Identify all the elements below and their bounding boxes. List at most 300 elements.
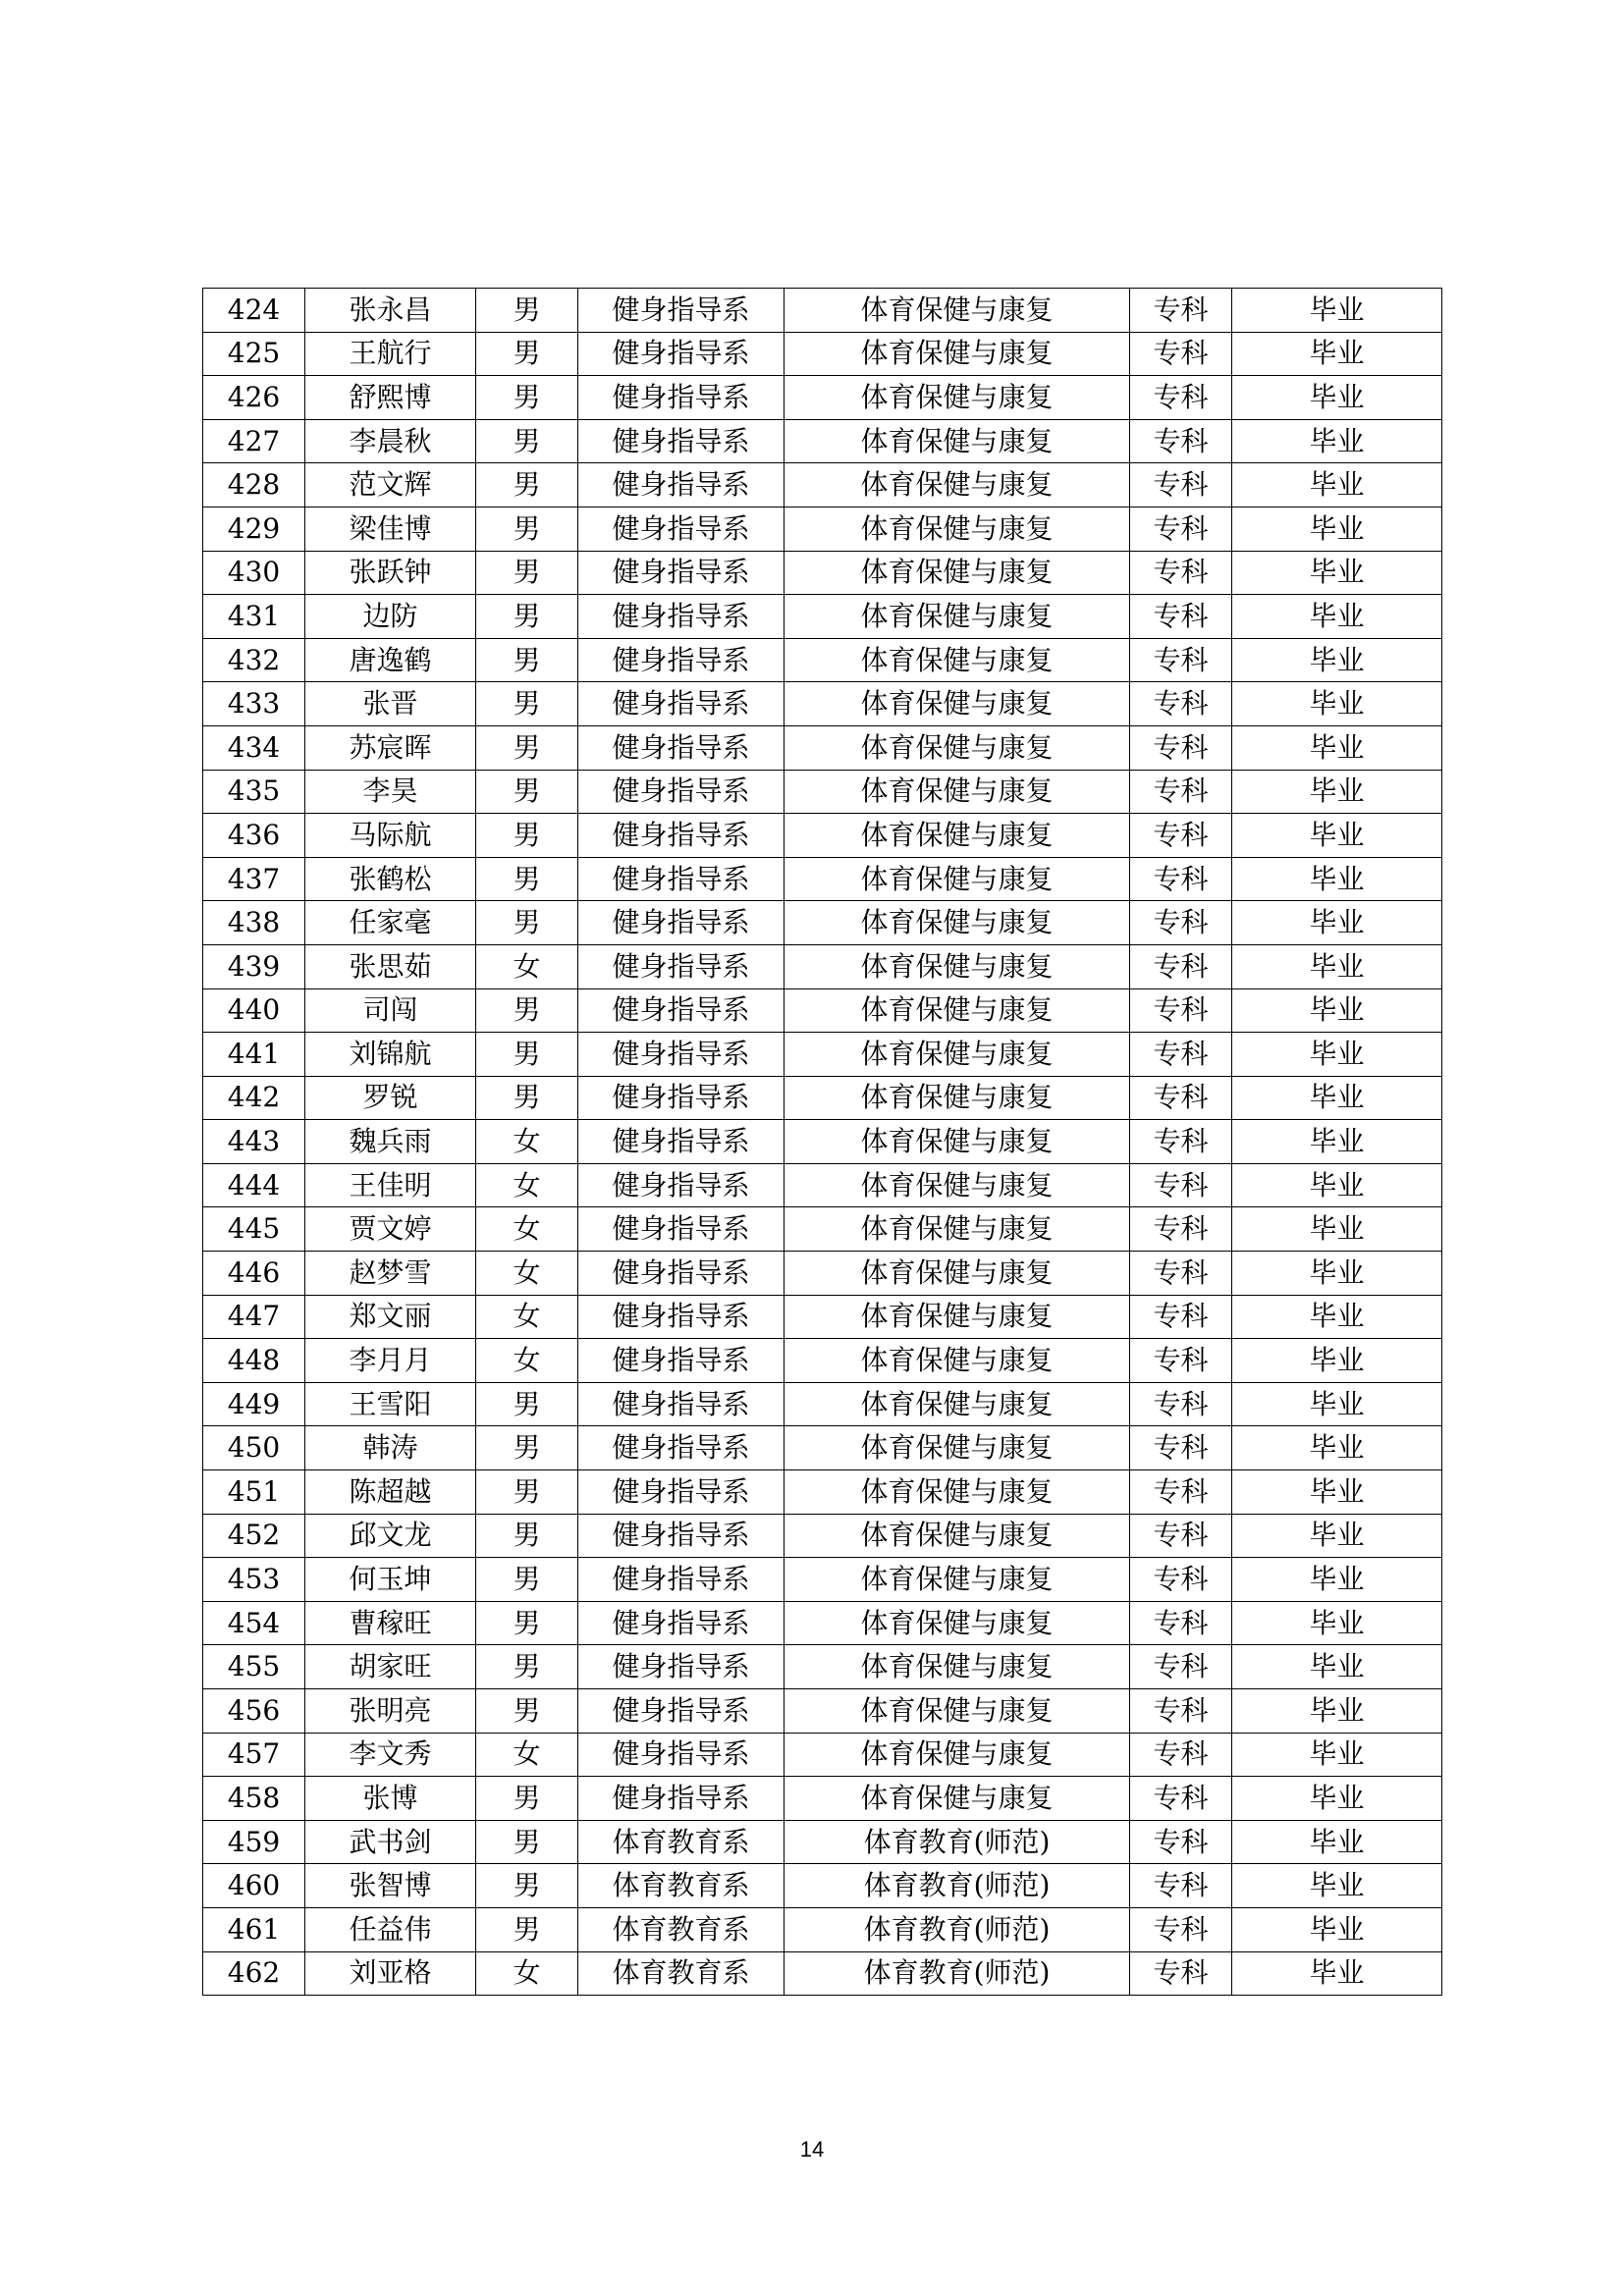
table-row bbox=[203, 289, 1442, 333]
cell-department: 健身指导系 bbox=[578, 1645, 785, 1689]
cell-name: 舒熙博 bbox=[305, 376, 476, 420]
cell-level: 专科 bbox=[1130, 1864, 1232, 1908]
cell-department: 健身指导系 bbox=[578, 1252, 785, 1296]
cell-name: 贾文婷 bbox=[305, 1207, 476, 1252]
cell-gender: 男 bbox=[476, 1601, 578, 1645]
cell-name: 张永昌 bbox=[305, 289, 476, 333]
cell-gender: 男 bbox=[476, 507, 578, 551]
cell-major: 体育保健与康复 bbox=[785, 1601, 1130, 1645]
cell-status: 毕业 bbox=[1232, 507, 1442, 551]
table-row bbox=[203, 419, 1442, 463]
cell-department: 健身指导系 bbox=[578, 376, 785, 420]
cell-gender: 男 bbox=[476, 1076, 578, 1120]
cell-major: 体育保健与康复 bbox=[785, 1252, 1130, 1296]
cell-status: 毕业 bbox=[1232, 1120, 1442, 1164]
cell-gender: 男 bbox=[476, 682, 578, 726]
table-row bbox=[203, 901, 1442, 945]
cell-gender: 男 bbox=[476, 901, 578, 945]
cell-name: 马际航 bbox=[305, 814, 476, 858]
cell-status: 毕业 bbox=[1232, 944, 1442, 988]
cell-status: 毕业 bbox=[1232, 1558, 1442, 1602]
cell-gender: 女 bbox=[476, 1252, 578, 1296]
cell-name: 司闯 bbox=[305, 988, 476, 1033]
table-row bbox=[203, 1207, 1442, 1252]
cell-status: 毕业 bbox=[1232, 289, 1442, 333]
cell-department: 健身指导系 bbox=[578, 1295, 785, 1339]
cell-name: 范文辉 bbox=[305, 463, 476, 507]
cell-number: 461 bbox=[203, 1907, 305, 1951]
table-row bbox=[203, 1645, 1442, 1689]
cell-level: 专科 bbox=[1130, 551, 1232, 595]
cell-gender: 男 bbox=[476, 814, 578, 858]
cell-number: 437 bbox=[203, 857, 305, 901]
cell-major: 体育保健与康复 bbox=[785, 463, 1130, 507]
table-row bbox=[203, 857, 1442, 901]
cell-number: 462 bbox=[203, 1951, 305, 1996]
table-row bbox=[203, 332, 1442, 376]
cell-major: 体育教育(师范) bbox=[785, 1951, 1130, 1996]
cell-level: 专科 bbox=[1130, 1339, 1232, 1383]
cell-major: 体育保健与康复 bbox=[785, 595, 1130, 639]
cell-name: 王佳明 bbox=[305, 1163, 476, 1207]
cell-major: 体育教育(师范) bbox=[785, 1864, 1130, 1908]
cell-department: 健身指导系 bbox=[578, 814, 785, 858]
cell-gender: 男 bbox=[476, 1382, 578, 1426]
cell-name: 张鹤松 bbox=[305, 857, 476, 901]
cell-name: 王航行 bbox=[305, 332, 476, 376]
cell-level: 专科 bbox=[1130, 770, 1232, 814]
cell-status: 毕业 bbox=[1232, 595, 1442, 639]
cell-gender: 女 bbox=[476, 944, 578, 988]
cell-major: 体育保健与康复 bbox=[785, 1558, 1130, 1602]
cell-major: 体育保健与康复 bbox=[785, 507, 1130, 551]
cell-name: 梁佳博 bbox=[305, 507, 476, 551]
cell-number: 450 bbox=[203, 1426, 305, 1470]
table-row bbox=[203, 1907, 1442, 1951]
cell-status: 毕业 bbox=[1232, 901, 1442, 945]
cell-level: 专科 bbox=[1130, 814, 1232, 858]
cell-major: 体育保健与康复 bbox=[785, 376, 1130, 420]
cell-name: 李月月 bbox=[305, 1339, 476, 1383]
cell-major: 体育保健与康复 bbox=[785, 1689, 1130, 1734]
cell-department: 健身指导系 bbox=[578, 507, 785, 551]
cell-gender: 男 bbox=[476, 1820, 578, 1864]
cell-status: 毕业 bbox=[1232, 638, 1442, 682]
cell-department: 健身指导系 bbox=[578, 725, 785, 770]
cell-gender: 女 bbox=[476, 1733, 578, 1777]
cell-number: 428 bbox=[203, 463, 305, 507]
cell-status: 毕业 bbox=[1232, 1864, 1442, 1908]
cell-name: 罗锐 bbox=[305, 1076, 476, 1120]
cell-gender: 男 bbox=[476, 1426, 578, 1470]
cell-level: 专科 bbox=[1130, 1382, 1232, 1426]
cell-gender: 男 bbox=[476, 1645, 578, 1689]
cell-major: 体育保健与康复 bbox=[785, 944, 1130, 988]
graduate-roster-table bbox=[202, 288, 1442, 1996]
table-row bbox=[203, 944, 1442, 988]
cell-number: 436 bbox=[203, 814, 305, 858]
cell-major: 体育保健与康复 bbox=[785, 1339, 1130, 1383]
cell-number: 445 bbox=[203, 1207, 305, 1252]
table-row bbox=[203, 1820, 1442, 1864]
cell-status: 毕业 bbox=[1232, 1907, 1442, 1951]
cell-department: 健身指导系 bbox=[578, 1207, 785, 1252]
cell-major: 体育保健与康复 bbox=[785, 1426, 1130, 1470]
table-row bbox=[203, 1163, 1442, 1207]
cell-number: 447 bbox=[203, 1295, 305, 1339]
cell-status: 毕业 bbox=[1232, 857, 1442, 901]
table-row bbox=[203, 551, 1442, 595]
cell-name: 张晋 bbox=[305, 682, 476, 726]
cell-department: 体育教育系 bbox=[578, 1951, 785, 1996]
cell-major: 体育保健与康复 bbox=[785, 857, 1130, 901]
table-row bbox=[203, 1514, 1442, 1558]
cell-level: 专科 bbox=[1130, 1252, 1232, 1296]
cell-number: 458 bbox=[203, 1777, 305, 1821]
cell-department: 健身指导系 bbox=[578, 1076, 785, 1120]
page-number: 14 bbox=[799, 2137, 825, 2162]
cell-level: 专科 bbox=[1130, 638, 1232, 682]
cell-department: 健身指导系 bbox=[578, 988, 785, 1033]
cell-level: 专科 bbox=[1130, 1733, 1232, 1777]
cell-status: 毕业 bbox=[1232, 1076, 1442, 1120]
table-row bbox=[203, 1033, 1442, 1077]
cell-status: 毕业 bbox=[1232, 1733, 1442, 1777]
table-row bbox=[203, 1382, 1442, 1426]
table-row bbox=[203, 1733, 1442, 1777]
cell-major: 体育保健与康复 bbox=[785, 551, 1130, 595]
cell-major: 体育保健与康复 bbox=[785, 1382, 1130, 1426]
cell-level: 专科 bbox=[1130, 1207, 1232, 1252]
cell-gender: 男 bbox=[476, 1689, 578, 1734]
cell-level: 专科 bbox=[1130, 289, 1232, 333]
cell-status: 毕业 bbox=[1232, 682, 1442, 726]
cell-level: 专科 bbox=[1130, 507, 1232, 551]
cell-name: 张明亮 bbox=[305, 1689, 476, 1734]
cell-number: 442 bbox=[203, 1076, 305, 1120]
table-row bbox=[203, 814, 1442, 858]
cell-number: 425 bbox=[203, 332, 305, 376]
cell-major: 体育保健与康复 bbox=[785, 1207, 1130, 1252]
cell-department: 健身指导系 bbox=[578, 1163, 785, 1207]
cell-department: 健身指导系 bbox=[578, 682, 785, 726]
cell-status: 毕业 bbox=[1232, 1295, 1442, 1339]
cell-department: 健身指导系 bbox=[578, 1339, 785, 1383]
cell-department: 健身指导系 bbox=[578, 419, 785, 463]
cell-number: 446 bbox=[203, 1252, 305, 1296]
cell-major: 体育保健与康复 bbox=[785, 1733, 1130, 1777]
cell-level: 专科 bbox=[1130, 944, 1232, 988]
cell-status: 毕业 bbox=[1232, 1207, 1442, 1252]
table-row bbox=[203, 1120, 1442, 1164]
cell-level: 专科 bbox=[1130, 1820, 1232, 1864]
cell-gender: 男 bbox=[476, 1864, 578, 1908]
table-row bbox=[203, 1470, 1442, 1515]
cell-name: 苏宸晖 bbox=[305, 725, 476, 770]
cell-gender: 女 bbox=[476, 1339, 578, 1383]
cell-status: 毕业 bbox=[1232, 332, 1442, 376]
cell-level: 专科 bbox=[1130, 1076, 1232, 1120]
cell-number: 452 bbox=[203, 1514, 305, 1558]
cell-department: 健身指导系 bbox=[578, 638, 785, 682]
cell-level: 专科 bbox=[1130, 1514, 1232, 1558]
cell-status: 毕业 bbox=[1232, 1601, 1442, 1645]
cell-gender: 男 bbox=[476, 289, 578, 333]
cell-number: 440 bbox=[203, 988, 305, 1033]
cell-status: 毕业 bbox=[1232, 1951, 1442, 1996]
cell-gender: 女 bbox=[476, 1951, 578, 1996]
cell-major: 体育保健与康复 bbox=[785, 682, 1130, 726]
cell-level: 专科 bbox=[1130, 988, 1232, 1033]
cell-major: 体育保健与康复 bbox=[785, 725, 1130, 770]
cell-status: 毕业 bbox=[1232, 419, 1442, 463]
cell-number: 454 bbox=[203, 1601, 305, 1645]
cell-number: 427 bbox=[203, 419, 305, 463]
table-row bbox=[203, 595, 1442, 639]
cell-number: 432 bbox=[203, 638, 305, 682]
table-row bbox=[203, 376, 1442, 420]
cell-major: 体育保健与康复 bbox=[785, 901, 1130, 945]
cell-department: 体育教育系 bbox=[578, 1820, 785, 1864]
cell-status: 毕业 bbox=[1232, 1426, 1442, 1470]
cell-major: 体育保健与康复 bbox=[785, 1120, 1130, 1164]
cell-department: 健身指导系 bbox=[578, 595, 785, 639]
cell-department: 健身指导系 bbox=[578, 1777, 785, 1821]
cell-name: 曹稼旺 bbox=[305, 1601, 476, 1645]
cell-name: 陈超越 bbox=[305, 1470, 476, 1515]
cell-status: 毕业 bbox=[1232, 551, 1442, 595]
cell-level: 专科 bbox=[1130, 1033, 1232, 1077]
cell-number: 460 bbox=[203, 1864, 305, 1908]
cell-department: 健身指导系 bbox=[578, 1733, 785, 1777]
cell-level: 专科 bbox=[1130, 1120, 1232, 1164]
cell-major: 体育教育(师范) bbox=[785, 1820, 1130, 1864]
cell-status: 毕业 bbox=[1232, 463, 1442, 507]
cell-major: 体育保健与康复 bbox=[785, 1033, 1130, 1077]
cell-department: 健身指导系 bbox=[578, 1601, 785, 1645]
table-row bbox=[203, 1864, 1442, 1908]
cell-status: 毕业 bbox=[1232, 1033, 1442, 1077]
cell-level: 专科 bbox=[1130, 463, 1232, 507]
cell-number: 430 bbox=[203, 551, 305, 595]
cell-number: 424 bbox=[203, 289, 305, 333]
cell-gender: 男 bbox=[476, 332, 578, 376]
cell-name: 张智博 bbox=[305, 1864, 476, 1908]
cell-name: 刘锦航 bbox=[305, 1033, 476, 1077]
cell-name: 邱文龙 bbox=[305, 1514, 476, 1558]
cell-level: 专科 bbox=[1130, 1689, 1232, 1734]
cell-number: 431 bbox=[203, 595, 305, 639]
cell-level: 专科 bbox=[1130, 682, 1232, 726]
table-row bbox=[203, 507, 1442, 551]
cell-major: 体育保健与康复 bbox=[785, 638, 1130, 682]
cell-number: 457 bbox=[203, 1733, 305, 1777]
cell-name: 郑文丽 bbox=[305, 1295, 476, 1339]
cell-department: 健身指导系 bbox=[578, 1514, 785, 1558]
cell-gender: 男 bbox=[476, 551, 578, 595]
cell-number: 451 bbox=[203, 1470, 305, 1515]
cell-gender: 男 bbox=[476, 1558, 578, 1602]
cell-number: 439 bbox=[203, 944, 305, 988]
cell-major: 体育保健与康复 bbox=[785, 332, 1130, 376]
cell-number: 435 bbox=[203, 770, 305, 814]
cell-major: 体育保健与康复 bbox=[785, 1295, 1130, 1339]
cell-level: 专科 bbox=[1130, 725, 1232, 770]
cell-level: 专科 bbox=[1130, 857, 1232, 901]
cell-status: 毕业 bbox=[1232, 1777, 1442, 1821]
cell-level: 专科 bbox=[1130, 1777, 1232, 1821]
cell-number: 444 bbox=[203, 1163, 305, 1207]
cell-number: 433 bbox=[203, 682, 305, 726]
roster-body bbox=[203, 289, 1442, 1996]
cell-name: 唐逸鹤 bbox=[305, 638, 476, 682]
cell-number: 429 bbox=[203, 507, 305, 551]
cell-name: 王雪阳 bbox=[305, 1382, 476, 1426]
cell-gender: 男 bbox=[476, 638, 578, 682]
cell-gender: 女 bbox=[476, 1120, 578, 1164]
cell-department: 健身指导系 bbox=[578, 944, 785, 988]
cell-gender: 女 bbox=[476, 1163, 578, 1207]
cell-department: 体育教育系 bbox=[578, 1907, 785, 1951]
cell-gender: 男 bbox=[476, 770, 578, 814]
cell-name: 张思茹 bbox=[305, 944, 476, 988]
cell-name: 刘亚格 bbox=[305, 1951, 476, 1996]
table-row bbox=[203, 1558, 1442, 1602]
cell-number: 448 bbox=[203, 1339, 305, 1383]
cell-name: 李昊 bbox=[305, 770, 476, 814]
cell-name: 李晨秋 bbox=[305, 419, 476, 463]
cell-major: 体育保健与康复 bbox=[785, 988, 1130, 1033]
cell-number: 459 bbox=[203, 1820, 305, 1864]
table-row bbox=[203, 463, 1442, 507]
cell-major: 体育保健与康复 bbox=[785, 419, 1130, 463]
cell-status: 毕业 bbox=[1232, 1339, 1442, 1383]
cell-level: 专科 bbox=[1130, 1907, 1232, 1951]
cell-status: 毕业 bbox=[1232, 988, 1442, 1033]
cell-gender: 女 bbox=[476, 1207, 578, 1252]
cell-number: 456 bbox=[203, 1689, 305, 1734]
table-row bbox=[203, 725, 1442, 770]
cell-department: 健身指导系 bbox=[578, 332, 785, 376]
cell-gender: 男 bbox=[476, 988, 578, 1033]
cell-status: 毕业 bbox=[1232, 1820, 1442, 1864]
cell-level: 专科 bbox=[1130, 1295, 1232, 1339]
cell-major: 体育保健与康复 bbox=[785, 1076, 1130, 1120]
cell-gender: 男 bbox=[476, 376, 578, 420]
cell-status: 毕业 bbox=[1232, 1689, 1442, 1734]
table-row bbox=[203, 770, 1442, 814]
cell-number: 426 bbox=[203, 376, 305, 420]
table-row bbox=[203, 1601, 1442, 1645]
table-row bbox=[203, 1339, 1442, 1383]
cell-department: 健身指导系 bbox=[578, 1689, 785, 1734]
cell-name: 任益伟 bbox=[305, 1907, 476, 1951]
cell-department: 健身指导系 bbox=[578, 289, 785, 333]
cell-department: 健身指导系 bbox=[578, 1033, 785, 1077]
cell-status: 毕业 bbox=[1232, 1252, 1442, 1296]
cell-department: 健身指导系 bbox=[578, 1558, 785, 1602]
cell-level: 专科 bbox=[1130, 1558, 1232, 1602]
cell-major: 体育保健与康复 bbox=[785, 1777, 1130, 1821]
table-row bbox=[203, 1252, 1442, 1296]
cell-status: 毕业 bbox=[1232, 1470, 1442, 1515]
cell-name: 张跃钟 bbox=[305, 551, 476, 595]
table-row bbox=[203, 1076, 1442, 1120]
cell-department: 健身指导系 bbox=[578, 1470, 785, 1515]
cell-name: 李文秀 bbox=[305, 1733, 476, 1777]
cell-name: 武书剑 bbox=[305, 1820, 476, 1864]
cell-status: 毕业 bbox=[1232, 376, 1442, 420]
cell-name: 魏兵雨 bbox=[305, 1120, 476, 1164]
table-row bbox=[203, 1689, 1442, 1734]
cell-major: 体育保健与康复 bbox=[785, 770, 1130, 814]
cell-status: 毕业 bbox=[1232, 770, 1442, 814]
table-row bbox=[203, 682, 1442, 726]
cell-gender: 男 bbox=[476, 463, 578, 507]
cell-department: 健身指导系 bbox=[578, 463, 785, 507]
cell-gender: 男 bbox=[476, 595, 578, 639]
cell-number: 449 bbox=[203, 1382, 305, 1426]
cell-level: 专科 bbox=[1130, 376, 1232, 420]
cell-department: 健身指导系 bbox=[578, 770, 785, 814]
cell-department: 健身指导系 bbox=[578, 901, 785, 945]
cell-number: 434 bbox=[203, 725, 305, 770]
cell-name: 张博 bbox=[305, 1777, 476, 1821]
cell-status: 毕业 bbox=[1232, 725, 1442, 770]
cell-name: 边防 bbox=[305, 595, 476, 639]
cell-number: 453 bbox=[203, 1558, 305, 1602]
cell-department: 健身指导系 bbox=[578, 551, 785, 595]
cell-gender: 女 bbox=[476, 1295, 578, 1339]
cell-name: 任家毫 bbox=[305, 901, 476, 945]
cell-gender: 男 bbox=[476, 857, 578, 901]
table-row bbox=[203, 988, 1442, 1033]
cell-status: 毕业 bbox=[1232, 1382, 1442, 1426]
cell-level: 专科 bbox=[1130, 1426, 1232, 1470]
cell-gender: 男 bbox=[476, 1470, 578, 1515]
cell-level: 专科 bbox=[1130, 332, 1232, 376]
cell-level: 专科 bbox=[1130, 901, 1232, 945]
cell-level: 专科 bbox=[1130, 595, 1232, 639]
cell-level: 专科 bbox=[1130, 1951, 1232, 1996]
cell-level: 专科 bbox=[1130, 1645, 1232, 1689]
cell-department: 健身指导系 bbox=[578, 1382, 785, 1426]
cell-department: 体育教育系 bbox=[578, 1864, 785, 1908]
table-row bbox=[203, 1951, 1442, 1996]
table-row bbox=[203, 1426, 1442, 1470]
cell-level: 专科 bbox=[1130, 1470, 1232, 1515]
cell-major: 体育保健与康复 bbox=[785, 1645, 1130, 1689]
cell-gender: 男 bbox=[476, 1777, 578, 1821]
cell-major: 体育保健与康复 bbox=[785, 1514, 1130, 1558]
cell-number: 455 bbox=[203, 1645, 305, 1689]
table-row bbox=[203, 1777, 1442, 1821]
cell-status: 毕业 bbox=[1232, 814, 1442, 858]
cell-name: 何玉坤 bbox=[305, 1558, 476, 1602]
cell-gender: 男 bbox=[476, 1514, 578, 1558]
cell-level: 专科 bbox=[1130, 1163, 1232, 1207]
cell-name: 韩涛 bbox=[305, 1426, 476, 1470]
cell-status: 毕业 bbox=[1232, 1645, 1442, 1689]
cell-department: 健身指导系 bbox=[578, 857, 785, 901]
cell-department: 健身指导系 bbox=[578, 1426, 785, 1470]
cell-department: 健身指导系 bbox=[578, 1120, 785, 1164]
cell-major: 体育保健与康复 bbox=[785, 814, 1130, 858]
cell-gender: 男 bbox=[476, 725, 578, 770]
cell-name: 赵梦雪 bbox=[305, 1252, 476, 1296]
cell-number: 438 bbox=[203, 901, 305, 945]
cell-status: 毕业 bbox=[1232, 1514, 1442, 1558]
